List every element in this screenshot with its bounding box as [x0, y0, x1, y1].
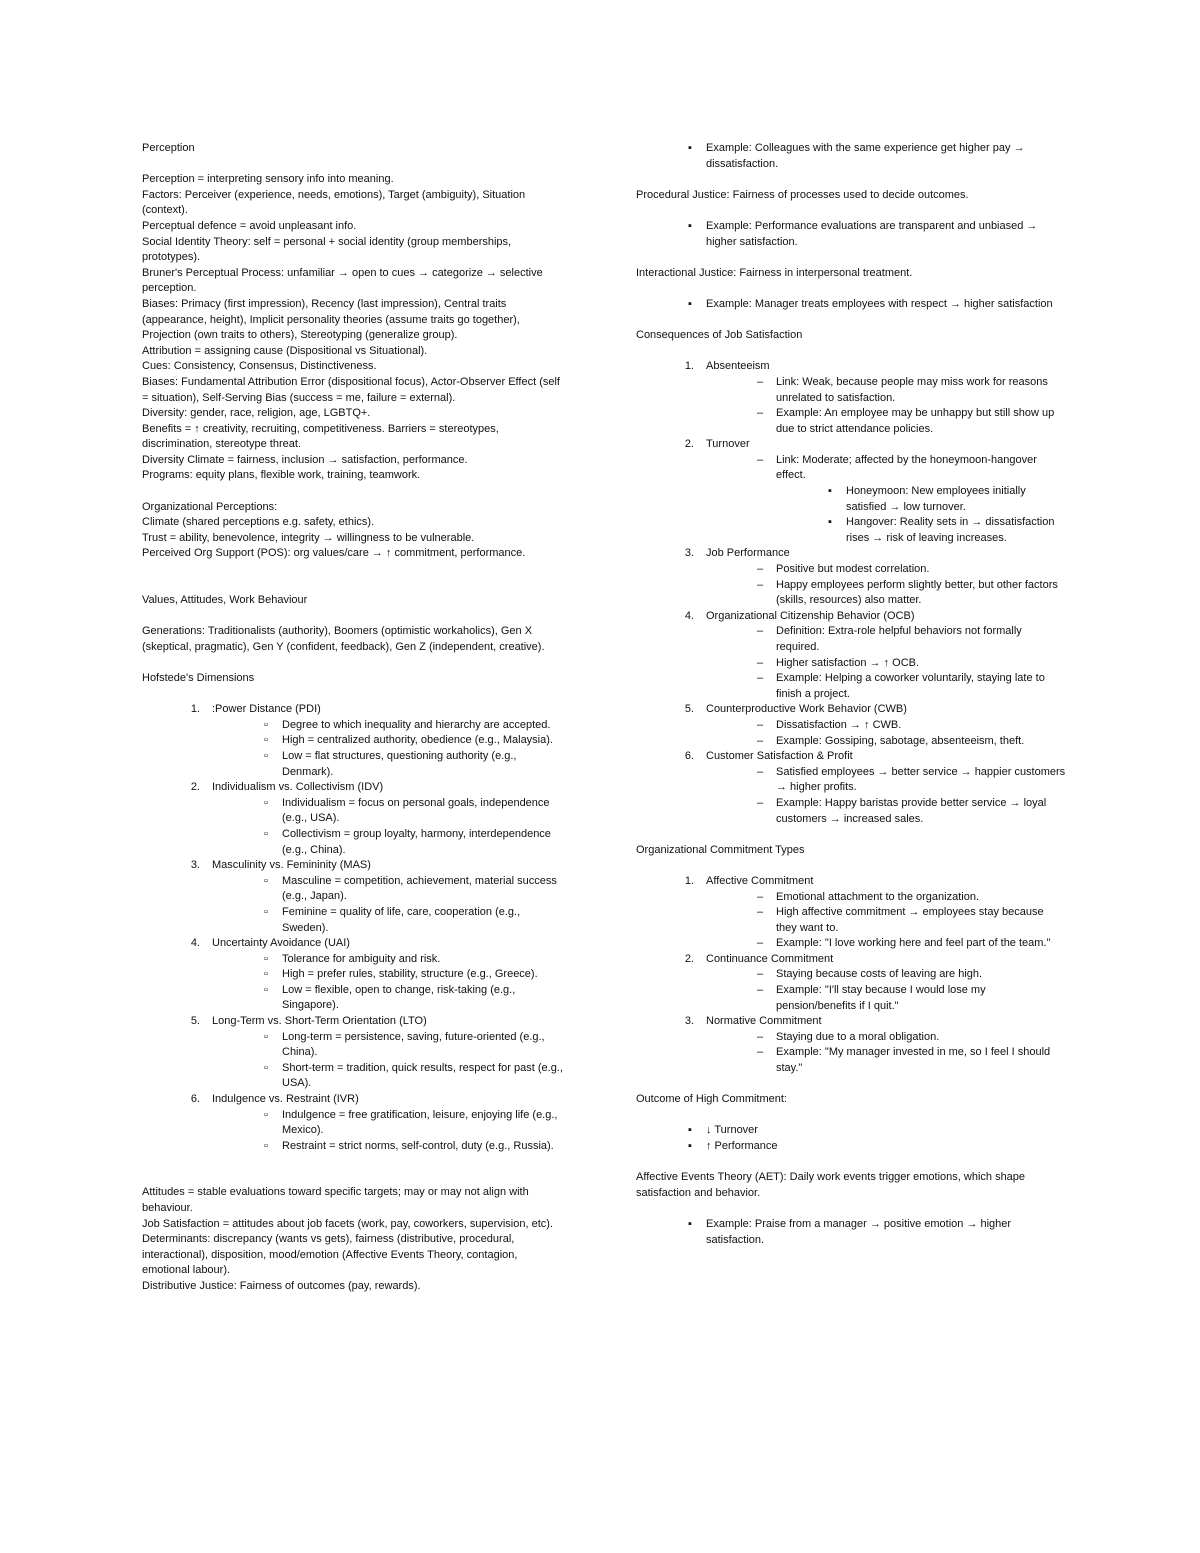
- list-item: [756, 375, 1066, 406]
- list-item: [688, 1123, 1066, 1139]
- consequence-item: [684, 359, 1066, 437]
- hofstede-heading: Hofstede's Dimensions: [142, 672, 255, 684]
- hofstede-dimension: [190, 858, 567, 936]
- dash-bullet-icon: –: [756, 718, 764, 731]
- item-text: Happy employees perform slightly better, but other factors (skills, resources) also matter.: [776, 578, 1058, 607]
- outcome-list: [688, 1123, 1066, 1154]
- list-item: [756, 796, 1066, 827]
- commitment-list: [684, 874, 1066, 1077]
- perception-line: Benefits = ↑ creativity, recruiting, competitiveness. Barriers = stereotypes, discrimination, stereotype threat.: [142, 422, 499, 451]
- list-number: 3.: [684, 547, 694, 560]
- item-text: Honeymoon: New employees initially satisfied → low turnover.: [846, 485, 1026, 513]
- square-bullet-icon: ▫: [264, 1139, 268, 1152]
- attitude-line: Distributive Justice: Fairness of outcomes (pay, rewards).: [142, 1279, 421, 1292]
- square-bullet-icon: ▫: [264, 1108, 268, 1121]
- list-item: [756, 983, 1066, 1014]
- list-item: [688, 1217, 1066, 1248]
- list-item: [688, 219, 1066, 250]
- item-text: Example: Happy baristas provide better service → loyal customers → increased sales.: [776, 796, 1047, 825]
- item-text: Link: Weak, because people may miss work for reasons unrelated to satisfaction.: [776, 375, 1048, 404]
- list-item: [264, 733, 567, 749]
- dash-bullet-icon: –: [756, 890, 764, 903]
- dash-bullet-icon: –: [756, 578, 764, 591]
- sub-points: [828, 484, 1066, 546]
- list-number: 3.: [190, 859, 200, 872]
- dash-bullet-icon: –: [756, 1030, 764, 1043]
- list-number: 5.: [190, 1015, 200, 1028]
- list-item: [756, 936, 1066, 952]
- list-item: [756, 765, 1066, 796]
- item-text: Restraint = strict norms, self-control, duty (e.g., Russia).: [282, 1139, 554, 1152]
- list-item: [264, 749, 567, 780]
- item-text: ↓ Turnover: [706, 1124, 758, 1137]
- list-number: 1.: [684, 874, 694, 887]
- square-bullet-icon: ▫: [264, 718, 268, 731]
- item-text: Higher satisfaction → ↑ OCB.: [776, 656, 920, 669]
- perception-line: Perception = interpreting sensory info into meaning.: [142, 173, 394, 186]
- square-bullet-icon: ▫: [264, 968, 268, 981]
- commitment-item: [684, 952, 1066, 1014]
- filled-bullet-icon: ▪: [688, 297, 692, 310]
- consequence-title: Customer Satisfaction & Profit: [706, 750, 853, 763]
- list-item: [264, 718, 567, 734]
- perception-line: Diversity: gender, race, religion, age, LGBTQ+.: [142, 407, 371, 420]
- list-number: 2.: [190, 781, 200, 794]
- item-text: High = centralized authority, obedience (e.g., Malaysia).: [282, 734, 553, 747]
- list-number: 5.: [684, 703, 694, 716]
- list-item: [756, 718, 1066, 734]
- consequence-points: [756, 624, 1066, 702]
- dimension-title: Individualism vs. Collectivism (IDV): [212, 781, 384, 794]
- item-text: Staying because costs of leaving are high.: [776, 968, 983, 981]
- list-item: [756, 671, 1066, 702]
- consequence-title: Organizational Citizenship Behavior (OCB): [706, 609, 915, 622]
- commitment-item: [684, 1014, 1066, 1076]
- item-text: Short-term = tradition, quick results, respect for past (e.g., USA).: [282, 1061, 563, 1090]
- item-text: Example: Colleagues with the same experience get higher pay → dissatisfaction.: [706, 142, 1025, 170]
- dimension-title: Indulgence vs. Restraint (IVR): [212, 1093, 359, 1106]
- square-bullet-icon: ▫: [264, 734, 268, 747]
- commitment-title: Affective Commitment: [706, 874, 814, 887]
- item-text: Positive but modest correlation.: [776, 563, 930, 576]
- perception-notes: [142, 172, 567, 484]
- perception-line: Bruner's Perceptual Process: unfamiliar → open to cues → categorize → selective perception.: [142, 266, 543, 295]
- square-bullet-icon: ▫: [264, 952, 268, 965]
- item-text: Link: Moderate; affected by the honeymoon-hangover effect.: [776, 453, 1037, 482]
- list-item: [756, 578, 1066, 609]
- perception-line: Biases: Primacy (first impression), Recency (last impression), Central traits (appearance, height), Implicit personality theories (assume traits go together), Projection (own traits to others), Stereotyping (generalize group).: [142, 297, 520, 342]
- item-text: Example: Praise from a manager → positive emotion → higher satisfaction.: [706, 1217, 1012, 1246]
- item-text: Example: "My manager invested in me, so I feel I should stay.": [776, 1046, 1051, 1075]
- item-text: High = prefer rules, stability, structure (e.g., Greece).: [282, 968, 538, 981]
- filled-bullet-icon: ▪: [688, 142, 692, 154]
- perception-line: Attribution = assigning cause (Dispositional vs Situational).: [142, 344, 428, 357]
- left-column: [142, 141, 567, 1295]
- list-item: [756, 734, 1066, 750]
- item-text: Example: Performance evaluations are transparent and unbiased → higher satisfaction.: [706, 219, 1038, 248]
- item-text: Long-term = persistence, saving, future-oriented (e.g., China).: [282, 1030, 545, 1059]
- perception-line: Cues: Consistency, Consensus, Distinctiveness.: [142, 360, 377, 373]
- consequence-item: [684, 437, 1066, 546]
- dimension-points: [264, 1108, 567, 1155]
- distributive-example-list: [688, 141, 1066, 172]
- attitude-line: Determinants: discrepancy (wants vs gets), fairness (distributive, procedural, interactional), disposition, mood/emotion (Affective Events Theory, contagion, emotional labour).: [142, 1233, 518, 1277]
- dash-bullet-icon: –: [756, 672, 764, 685]
- org-line: Trust = ability, benevolence, integrity → willingness to be vulnerable.: [142, 531, 475, 544]
- item-text: Example: "I love working here and feel part of the team.": [776, 937, 1051, 950]
- perception-line: Biases: Fundamental Attribution Error (dispositional focus), Actor-Observer Effect (self = situation), Self-Serving Bias (success = me, failure = external).: [142, 375, 560, 404]
- item-text: Tolerance for ambiguity and risk.: [282, 952, 441, 965]
- list-item: [828, 515, 1066, 546]
- commitment-points: [756, 967, 1066, 1014]
- list-number: 4.: [684, 609, 694, 622]
- consequence-points: [756, 765, 1066, 827]
- consequence-item: [684, 702, 1066, 749]
- perception-heading: Perception: [142, 142, 195, 154]
- list-item: [756, 1030, 1066, 1046]
- square-bullet-icon: ▫: [264, 905, 268, 918]
- list-number: 4.: [190, 937, 200, 950]
- commitment-item: [684, 874, 1066, 952]
- list-item: [264, 874, 567, 905]
- consequence-item: [684, 749, 1066, 827]
- list-item: [264, 827, 567, 858]
- dash-bullet-icon: –: [756, 453, 764, 466]
- dash-bullet-icon: –: [756, 734, 764, 747]
- perception-line: Programs: equity plans, flexible work, training, teamwork.: [142, 469, 421, 482]
- item-text: Staying due to a moral obligation.: [776, 1030, 940, 1043]
- list-item: [264, 1139, 567, 1155]
- list-item: [264, 905, 567, 936]
- list-item: [756, 1045, 1066, 1076]
- item-text: Example: "I'll stay because I would lose my pension/benefits if I quit.": [776, 984, 986, 1012]
- list-number: 1.: [684, 360, 694, 373]
- square-bullet-icon: ▫: [264, 749, 268, 762]
- list-item: [756, 624, 1066, 655]
- interactional-justice: Interactional Justice: Fairness in interpersonal treatment.: [636, 266, 913, 279]
- consequence-item: [684, 609, 1066, 703]
- dash-bullet-icon: –: [756, 625, 764, 638]
- square-bullet-icon: ▫: [264, 1030, 268, 1043]
- item-text: Example: An employee may be unhappy but still show up due to strict attendance policies.: [776, 407, 1055, 435]
- org-line: Perceived Org Support (POS): org values/care → ↑ commitment, performance.: [142, 547, 526, 560]
- commitment-points: [756, 1030, 1066, 1077]
- dash-bullet-icon: –: [756, 984, 764, 997]
- item-text: Emotional attachment to the organization.: [776, 890, 980, 903]
- dimension-points: [264, 952, 567, 1014]
- hofstede-list: [190, 702, 567, 1154]
- item-text: Example: Manager treats employees with respect → higher satisfaction: [706, 297, 1053, 310]
- perception-line: Perceptual defence = avoid unpleasant info.: [142, 219, 357, 232]
- values-heading: Values, Attitudes, Work Behaviour: [142, 594, 308, 607]
- list-item: [756, 890, 1066, 906]
- attitude-line: Job Satisfaction = attitudes about job facets (work, pay, coworkers, supervision, etc).: [142, 1217, 553, 1230]
- dash-bullet-icon: –: [756, 796, 764, 809]
- commitment-title: Continuance Commitment: [706, 952, 834, 965]
- perception-line: Social Identity Theory: self = personal + social identity (group memberships, prototypes).: [142, 235, 512, 264]
- list-item: [756, 967, 1066, 983]
- list-item: [756, 406, 1066, 437]
- list-item: [264, 796, 567, 827]
- item-text: ↑ Performance: [706, 1140, 778, 1152]
- item-text: Satisfied employees → better service → happier customers → higher profits.: [776, 765, 1066, 794]
- filled-bullet-icon: ▪: [688, 219, 692, 232]
- consequence-title: Absenteeism: [706, 360, 770, 373]
- dimension-points: [264, 718, 567, 780]
- procedural-example-list: [688, 219, 1066, 250]
- outcome-heading: Outcome of High Commitment:: [636, 1093, 787, 1106]
- item-text: Hangover: Reality sets in → dissatisfaction rises → risk of leaving increases.: [846, 516, 1055, 544]
- item-text: Example: Gossiping, sabotage, absenteeism, theft.: [776, 734, 1025, 747]
- hofstede-dimension: [190, 1014, 567, 1092]
- list-item: [264, 1030, 567, 1061]
- dash-bullet-icon: –: [756, 906, 764, 919]
- list-item: [688, 297, 1066, 313]
- aet-example-list: [688, 1217, 1066, 1248]
- perception-line: Diversity Climate = fairness, inclusion → satisfaction, performance.: [142, 453, 468, 466]
- dimension-points: [264, 1030, 567, 1092]
- list-item: [264, 983, 567, 1014]
- interactional-example-list: [688, 297, 1066, 313]
- dash-bullet-icon: –: [756, 765, 764, 778]
- generations-text: Generations: Traditionalists (authority), Boomers (optimistic workaholics), Gen X (skeptical, pragmatic), Gen Y (confident, feedback), Gen Z (independent, creative).: [142, 625, 545, 653]
- consequence-title: Turnover: [706, 438, 750, 451]
- item-text: High affective commitment → employees stay because they want to.: [776, 906, 1044, 934]
- consequence-item: [684, 546, 1066, 608]
- dimension-title: :Power Distance (PDI): [212, 703, 321, 716]
- square-bullet-icon: ▫: [264, 983, 268, 996]
- right-column: [636, 141, 1066, 1248]
- list-number: 2.: [684, 438, 694, 451]
- list-number: 3.: [684, 1015, 694, 1028]
- consequences-heading: Consequences of Job Satisfaction: [636, 329, 803, 342]
- dash-bullet-icon: –: [756, 1046, 764, 1059]
- hofstede-dimension: [190, 1092, 567, 1154]
- filled-bullet-icon: ▪: [688, 1217, 692, 1230]
- square-bullet-icon: ▫: [264, 796, 268, 809]
- commitment-points: [756, 890, 1066, 952]
- filled-bullet-icon: ▪: [688, 1124, 692, 1137]
- attitude-line: Attitudes = stable evaluations toward specific targets; may or may not align with behaviour.: [142, 1186, 529, 1214]
- list-item: [756, 453, 1066, 547]
- list-number: 1.: [190, 703, 200, 716]
- square-bullet-icon: ▫: [264, 827, 268, 840]
- list-item: [264, 952, 567, 968]
- list-item: [828, 484, 1066, 515]
- dash-bullet-icon: –: [756, 656, 764, 669]
- consequence-points: [756, 453, 1066, 547]
- aet-text: Affective Events Theory (AET): Daily work events trigger emotions, which shape satisfaction and behavior.: [636, 1171, 1026, 1199]
- list-item: [688, 141, 1066, 172]
- perception-line: Factors: Perceiver (experience, needs, emotions), Target (ambiguity), Situation (context).: [142, 188, 526, 217]
- list-item: [264, 1108, 567, 1139]
- item-text: Individualism = focus on personal goals, independence (e.g., USA).: [282, 796, 550, 825]
- item-text: Low = flexible, open to change, risk-taking (e.g., Singapore).: [282, 983, 516, 1012]
- item-text: Example: Helping a coworker voluntarily, staying late to finish a project.: [776, 672, 1045, 700]
- list-item: [756, 905, 1066, 936]
- list-number: 2.: [684, 952, 694, 965]
- square-bullet-icon: ▫: [264, 874, 268, 887]
- consequence-points: [756, 562, 1066, 609]
- dash-bullet-icon: –: [756, 407, 764, 420]
- item-text: Collectivism = group loyalty, harmony, interdependence (e.g., China).: [282, 827, 551, 856]
- item-text: Feminine = quality of life, care, cooperation (e.g., Sweden).: [282, 905, 521, 934]
- item-text: Indulgence = free gratification, leisure, enjoying life (e.g., Mexico).: [282, 1108, 558, 1137]
- dimension-title: Uncertainty Avoidance (UAI): [212, 937, 350, 950]
- consequence-points: [756, 375, 1066, 437]
- item-text: Masculine = competition, achievement, material success (e.g., Japan).: [282, 874, 557, 903]
- item-text: Dissatisfaction → ↑ CWB.: [776, 718, 902, 731]
- hofstede-dimension: [190, 936, 567, 1014]
- dash-bullet-icon: –: [756, 375, 764, 388]
- filled-bullet-icon: ▪: [828, 516, 832, 529]
- hofstede-dimension: [190, 702, 567, 780]
- list-item: [264, 967, 567, 983]
- org-line: Climate (shared perceptions e.g. safety, ethics).: [142, 516, 375, 529]
- filled-bullet-icon: ▪: [828, 485, 832, 498]
- dimension-points: [264, 874, 567, 936]
- procedural-justice: Procedural Justice: Fairness of processes used to decide outcomes.: [636, 188, 969, 201]
- commitment-heading: Organizational Commitment Types: [636, 843, 805, 856]
- dimension-title: Masculinity vs. Femininity (MAS): [212, 859, 371, 872]
- dash-bullet-icon: –: [756, 937, 764, 950]
- commitment-title: Normative Commitment: [706, 1015, 822, 1028]
- consequence-points: [756, 718, 1066, 749]
- item-text: Degree to which inequality and hierarchy are accepted.: [282, 718, 551, 731]
- dimension-title: Long-Term vs. Short-Term Orientation (LTO): [212, 1015, 427, 1028]
- list-item: [688, 1139, 1066, 1155]
- list-number: 6.: [190, 1093, 200, 1106]
- list-item: [264, 1061, 567, 1092]
- item-text: Low = flat structures, questioning authority (e.g., Denmark).: [282, 749, 517, 778]
- dash-bullet-icon: –: [756, 968, 764, 981]
- item-text: Definition: Extra-role helpful behaviors not formally required.: [776, 625, 1022, 653]
- list-item: [756, 562, 1066, 578]
- square-bullet-icon: ▫: [264, 1061, 268, 1074]
- consequences-list: [684, 359, 1066, 827]
- org-perceptions-heading: Organizational Perceptions:: [142, 500, 278, 513]
- dimension-points: [264, 796, 567, 858]
- hofstede-dimension: [190, 780, 567, 858]
- list-number: 6.: [684, 750, 694, 763]
- filled-bullet-icon: ▪: [688, 1140, 692, 1152]
- consequence-title: Job Performance: [706, 547, 790, 560]
- dash-bullet-icon: –: [756, 563, 764, 576]
- consequence-title: Counterproductive Work Behavior (CWB): [706, 703, 907, 716]
- list-item: [756, 656, 1066, 672]
